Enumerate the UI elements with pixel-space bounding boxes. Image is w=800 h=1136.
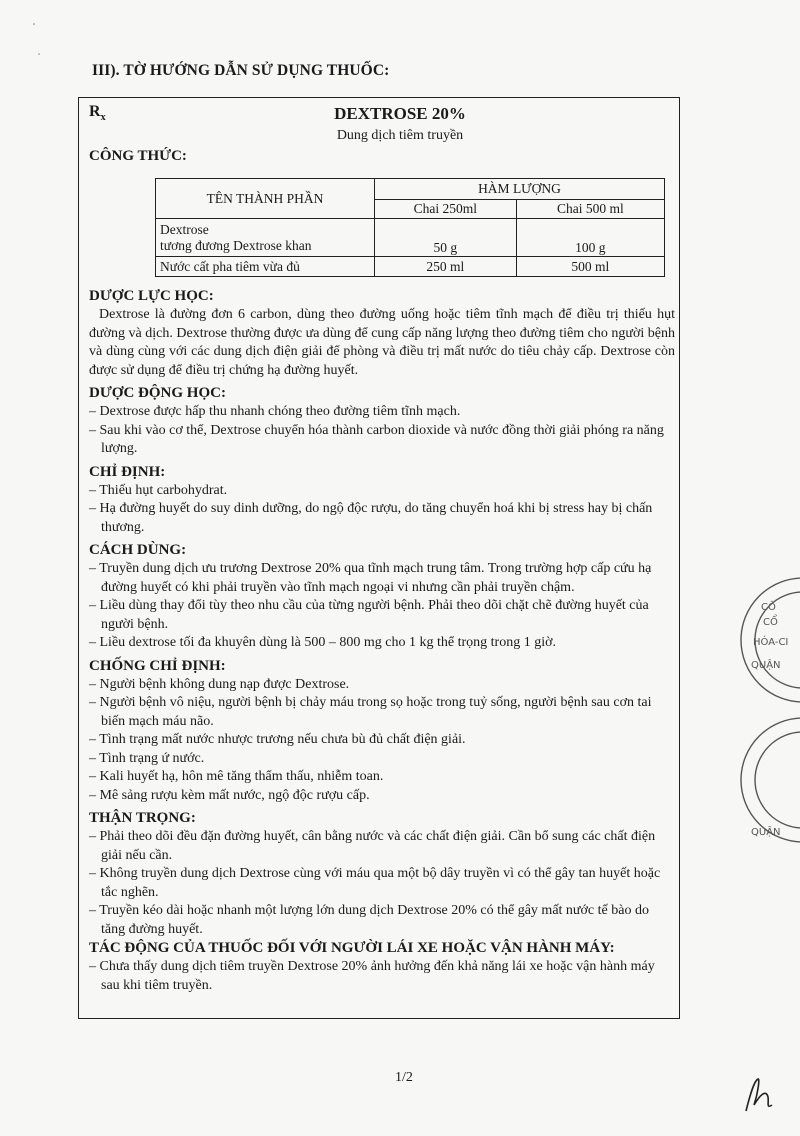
list-item: – Sau khi vào cơ thể, Dextrose chuyển hóa thành carbon dioxide và nước đồng thời giải phóng ra năng lượng.	[89, 422, 664, 456]
heading-indications: CHỈ ĐỊNH:	[89, 463, 166, 480]
svg-text:QUẬN: QUẬN	[751, 827, 781, 838]
list-item: – Hạ đường huyết do suy dinh dưỡng, do ngộ độc rượu, do tăng chuyển hoá khi bị stress hay bị chấn thương.	[89, 501, 653, 535]
list-item: – Dextrose được hấp thu nhanh chóng theo đường tiêm tĩnh mạch.	[89, 404, 461, 419]
list-item: – Liều dùng thay đổi tùy theo nhu cầu của từng người bệnh. Phải theo dõi chặt chẽ đường huyết của người bệnh.	[89, 598, 649, 632]
page-number: 1/2	[395, 1070, 413, 1085]
amount-250: 50 g	[375, 219, 517, 257]
rx-symbol: $R_x$	[89, 103, 106, 124]
list-item: – Liều dextrose tối đa khuyên dùng là 500 – 800 mg cho 1 kg thể trọng trong 1 giờ.	[89, 635, 556, 650]
ingredient-name: Dextrose tương đương Dextrose khan	[156, 219, 375, 257]
col-header-content: HÀM LƯỢNG	[375, 179, 665, 200]
svg-text:QUẬN: QUẬN	[751, 660, 781, 671]
col-header-250: Chai 250ml	[375, 200, 517, 219]
ingredient-name: Nước cất pha tiêm vừa đủ	[156, 257, 375, 277]
section-title: III). TỜ HƯỚNG DẪN SỬ DỤNG THUỐC:	[92, 62, 390, 79]
svg-text:CÔ: CÔ	[761, 602, 776, 613]
list-item: – Thiếu hụt carbohydrat.	[89, 482, 228, 498]
formula-heading: CÔNG THỨC:	[89, 148, 187, 164]
amount-500: 500 ml	[516, 257, 664, 277]
signature-icon	[740, 1075, 780, 1115]
amount-250: 250 ml	[375, 257, 517, 277]
col-header-500: Chai 500 ml	[516, 200, 664, 219]
list-item: – Người bệnh không dung nạp được Dextrose.	[89, 676, 350, 692]
list-item: – Kali huyết hạ, hôn mê tăng thẩm thấu, nhiễm toan.	[89, 769, 384, 784]
svg-text:CỔ: CỔ	[763, 617, 778, 628]
stamp-icon	[733, 570, 800, 850]
list-item: – Người bệnh vô niệu, người bệnh bị chảy máu trong sọ hoặc trong tuỷ sống, người bệnh sau cơn tai biến mạch máu não.	[89, 695, 652, 729]
ingredients-table	[155, 178, 665, 277]
amount-500: 100 g	[516, 219, 664, 257]
heading-precautions: THẬN TRỌNG:	[89, 810, 196, 826]
table-row	[156, 257, 665, 277]
heading-dosage: CÁCH DÙNG:	[89, 542, 187, 558]
heading-pharmacokinetics: DƯỢC ĐỘNG HỌC:	[89, 385, 226, 401]
svg-text:HÓA-CI: HÓA-CI	[753, 637, 789, 648]
paragraph: Dextrose là đường đơn 6 carbon, dùng theo đường uống hoặc tiêm tĩnh mạch để điều trị thiếu hụt đường và dịch. Dextrose thường được ưa dùng để cung cấp năng lượng theo đường tiêm cho người bệnh và dùng cùng với các dung dịch điện giải để phòng và điều trị mất nước do tiêu chảy cấp. Dextrose còn được sử dụng để điều trị chứng hạ đường huyết.	[89, 307, 675, 378]
list-item: – Truyền kéo dài hoặc nhanh một lượng lớn dung dịch Dextrose 20% có thể gây mất nước tế bào do tăng đường huyết.	[89, 903, 649, 937]
table-row	[156, 219, 665, 257]
list-item: – Truyền dung dịch ưu trương Dextrose 20% qua tĩnh mạch trung tâm. Trong trường hợp cấp cứu hạ đường huyết có khi phải truyền vào tĩnh mạch ngoại vi nhưng cần phải truyền chậm.	[89, 561, 652, 595]
heading-driving: TÁC ĐỘNG CỦA THUỐC ĐỐI VỚI NGƯỜI LÁI XE HOẶC VẬN HÀNH MÁY:	[89, 940, 615, 956]
list-item: – Chưa thấy dung dịch tiêm truyền Dextrose 20% ảnh hưởng đến khả năng lái xe hoặc vận hành máy sau khi tiêm truyền.	[89, 959, 655, 993]
list-item: – Tình trạng ứ nước.	[89, 750, 205, 766]
leaflet-content	[89, 287, 675, 995]
heading-contraindications: CHỐNG CHỈ ĐỊNH:	[89, 657, 226, 674]
heading-pharmacodynamics: DƯỢC LỰC HỌC:	[89, 288, 214, 304]
drug-form: Dung dịch tiêm truyền	[336, 128, 464, 143]
list-item: – Mê sảng rượu kèm mất nước, ngộ độc rượu cấp.	[89, 787, 370, 803]
list-item: – Phải theo dõi đều đặn đường huyết, cân bằng nước và các chất điện giải. Cần bổ sung các chất điện giải nếu cần.	[89, 829, 656, 863]
scan-specks	[30, 20, 50, 60]
col-header-name: TÊN THÀNH PHẦN	[156, 179, 375, 219]
list-item: – Tình trạng mất nước nhược trương nếu chưa bù đủ chất điện giải.	[89, 732, 466, 747]
list-item: – Không truyền dung dịch Dextrose cùng với máu qua một bộ dây truyền vì có thể gây tan huyết hoặc tắc nghẽn.	[89, 866, 661, 900]
drug-name: DEXTROSE 20%	[334, 104, 466, 123]
